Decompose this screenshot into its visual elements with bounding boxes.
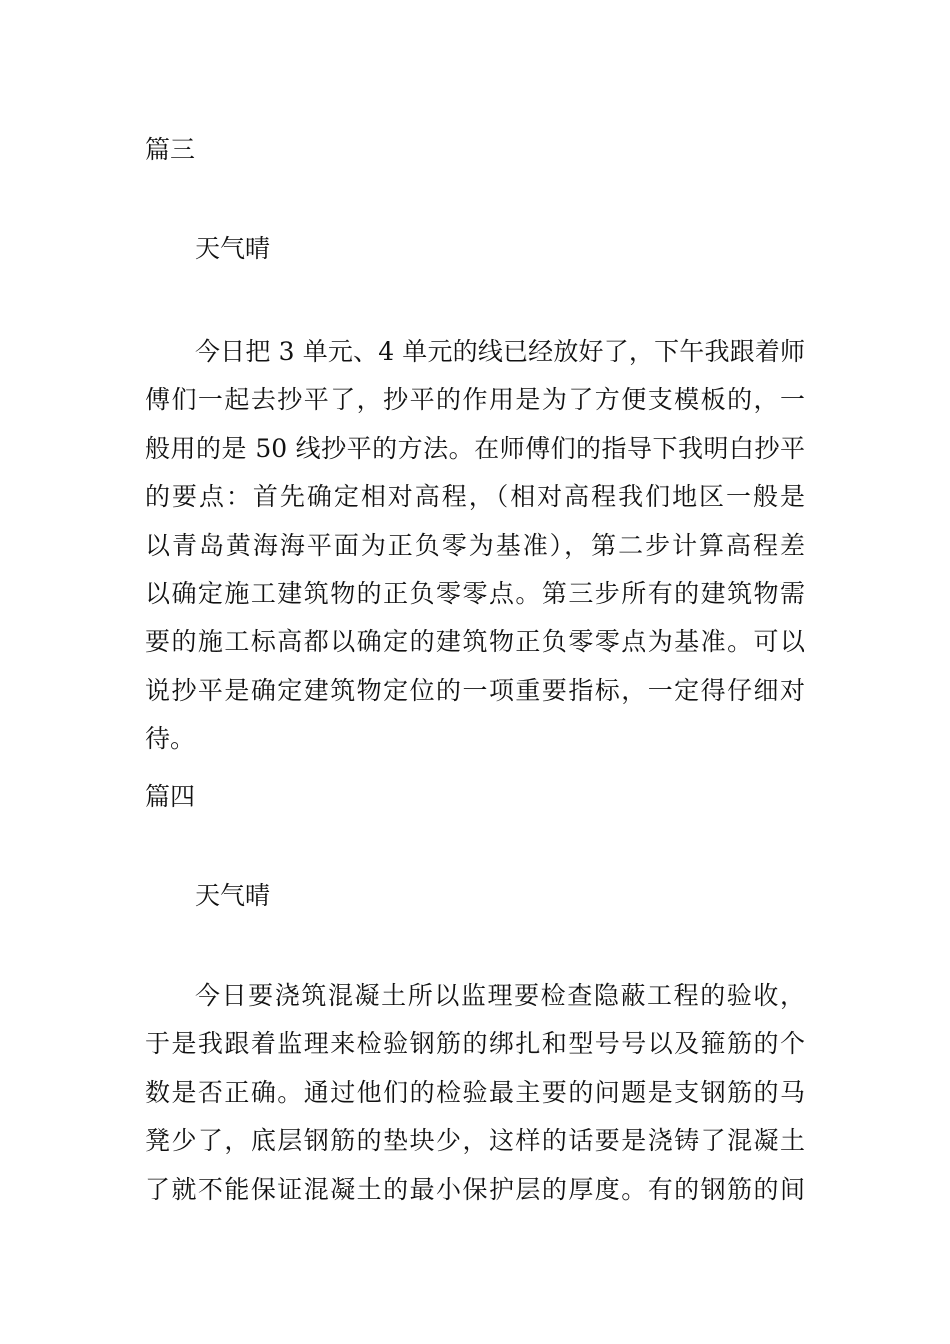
paragraph-line: 以确定施工建筑物的正负零零点。第三步所有的建筑物需 [145,578,805,608]
paragraph-line: 以青岛黄海海平面为正负零为基准），第二步计算高程差 [145,530,805,560]
paragraph-line: 凳少了，底层钢筋的垫块少，这样的话要是浇铸了混凝土 [145,1126,805,1156]
section-title: 篇三 [145,135,196,164]
paragraph-line: 待。 [145,724,196,754]
paragraph-line: 的要点：首先确定相对高程，（相对高程我们地区一般是 [145,482,805,512]
weather-line: 天气晴 [195,881,271,910]
paragraph-line: 数是否正确。通过他们的检验最主要的问题是支钢筋的马 [145,1077,805,1107]
paragraph-line: 说抄平是确定建筑物定位的一项重要指标，一定得仔细对 [145,675,805,705]
paragraph-line: 了就不能保证混凝土的最小保护层的厚度。有的钢筋的间 [145,1174,805,1204]
paragraph-line: 今日要浇筑混凝土所以监理要检查隐蔽工程的验收， [195,981,805,1010]
paragraph-line: 傅们一起去抄平了，抄平的作用是为了方便支模板的，一 [145,385,805,415]
paragraph-line: 要的施工标高都以确定的建筑物正负零零点为基准。可以 [145,627,805,657]
paragraph [145,972,805,1214]
weather-line: 天气晴 [195,234,271,263]
paragraph-line: 于是我跟着监理来检验钢筋的绑扎和型号号以及箍筋的个 [145,1029,805,1059]
paragraph [145,328,805,764]
paragraph-line: 今日把 3 单元、4 单元的线已经放好了，下午我跟着师 [195,337,805,366]
section-title: 篇四 [145,782,196,811]
paragraph-line: 般用的是 50 线抄平的方法。在师傅们的指导下我明白抄平 [145,433,805,463]
